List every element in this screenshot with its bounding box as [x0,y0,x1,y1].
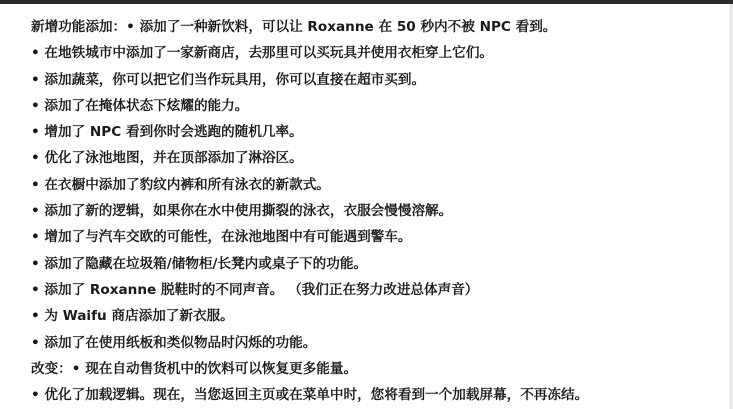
changelog-line: • 优化了泳池地图，并在顶部添加了淋浴区。 [31,150,303,167]
changelog-line: 新增功能添加：• 添加了一种新饮料，可以让 Roxanne 在 50 秒内不被 NPC 看到。 [31,19,557,35]
changelog-line: • 添加了新的逻辑，如果你在水中使用撕裂的泳衣，衣服会慢慢溶解。 [31,203,453,220]
changelog-line: • 为 Waifu 商店添加了新衣服。 [31,308,234,325]
changelog-line: • 增加了 NPC 看到你时会逃跑的随机几率。 [31,124,303,141]
changelog-line: • 优化了加载逻辑。现在，当您返回主页或在菜单中时，您将看到一个加载屏幕，不再冻结。 [31,387,589,404]
changelog-line: • 添加了在掩体状态下炫耀的能力。 [31,97,249,114]
top-bar [0,0,733,4]
changelog-text [31,14,721,408]
changelog-line: • 在地铁城市中添加了一家新商店，去那里可以买玩具并使用衣柜穿上它们。 [31,45,494,62]
changelog-line: • 增加了与汽车交欧的可能性，在泳池地图中有可能遇到警车。 [31,229,412,246]
changelog-line: • 添加了 Roxanne 脱鞋时的不同声音。 （我们正在努力改进总体声音） [31,281,479,298]
changelog-line: • 添加了在使用纸板和类似物品时闪烁的功能。 [31,334,317,351]
scrollbar[interactable] [729,4,733,409]
changelog-line: • 添加蔬菜，你可以把它们当作玩具用，你可以直接在超市买到。 [31,71,426,88]
changelog-line: 改变：• 现在自动售货机中的饮料可以恢复更多能量。 [31,360,358,377]
changelog-line: • 在衣橱中添加了豹纹内裤和所有泳衣的新款式。 [31,176,330,193]
changelog-line: • 添加了隐藏在垃圾箱/储物柜/长凳内或桌子下的功能。 [31,255,368,272]
